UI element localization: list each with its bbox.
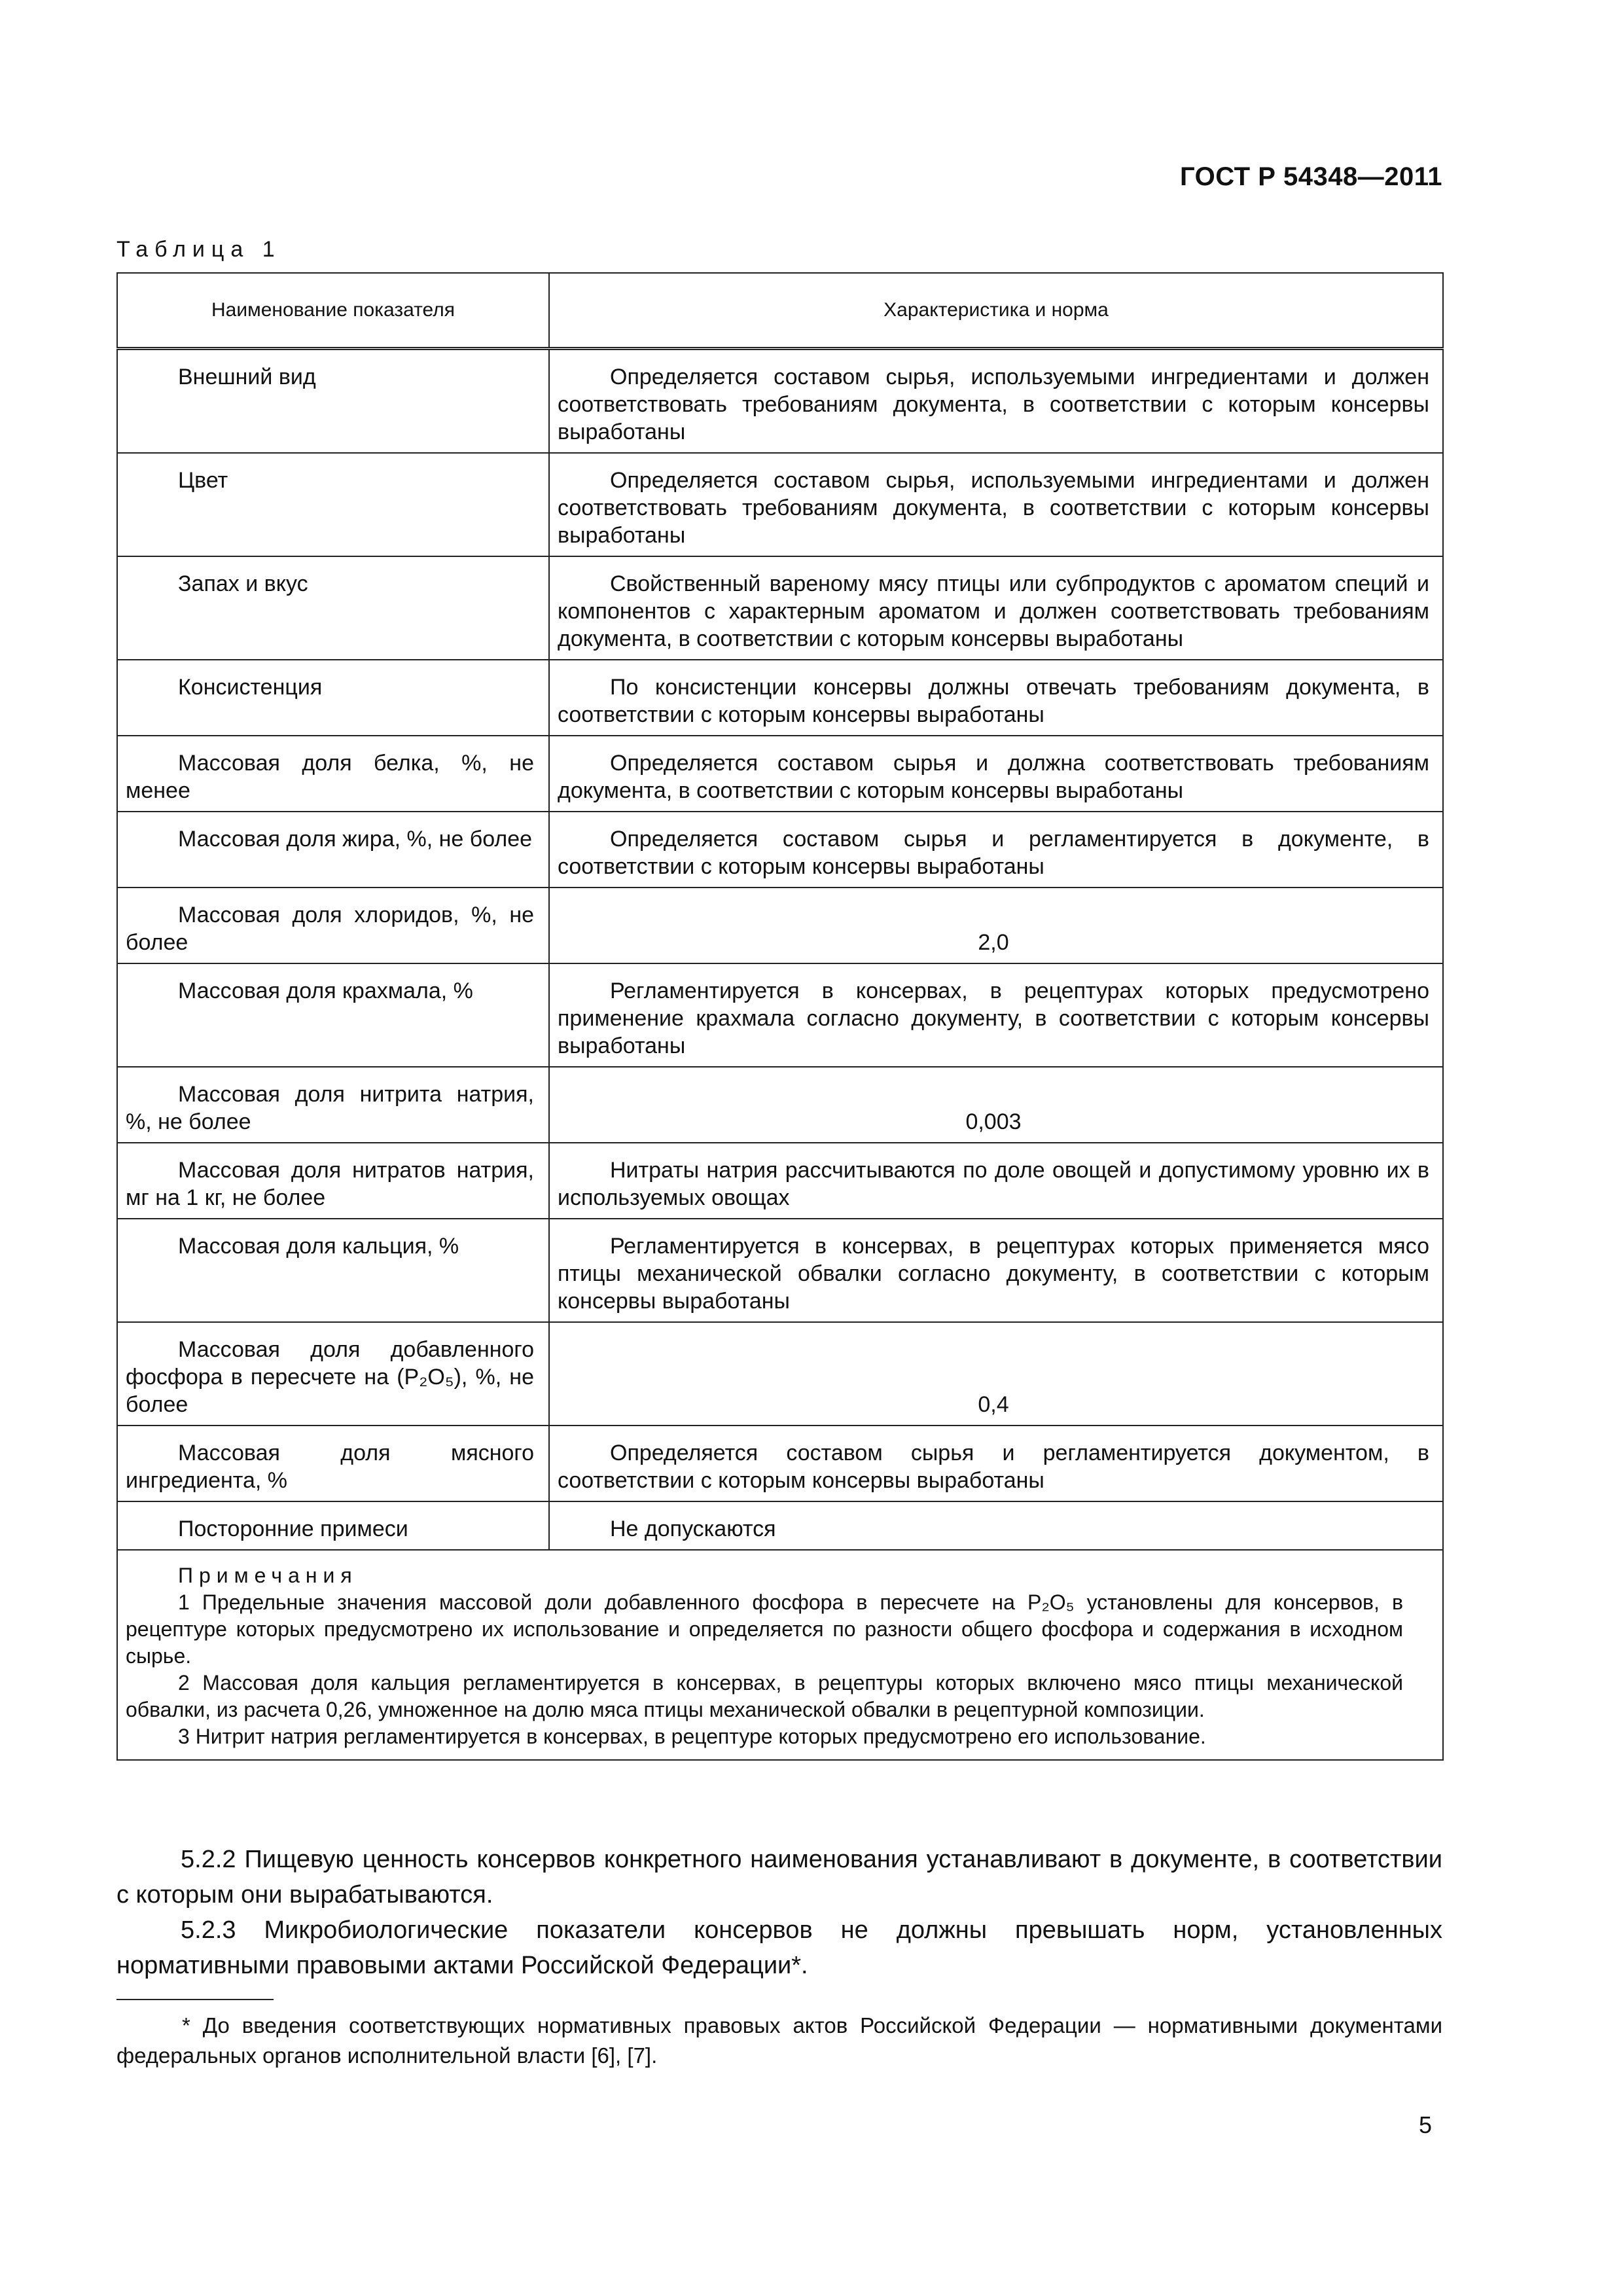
table-row	[117, 963, 1443, 1067]
table-notes	[117, 1550, 1443, 1760]
table-notes-row	[117, 1550, 1443, 1760]
table-row	[117, 1426, 1443, 1501]
indicator-name: Массовая доля жира, %, не более	[117, 812, 549, 888]
table-row	[117, 1501, 1443, 1550]
table-row	[117, 1067, 1443, 1143]
indicator-norm: Определяется составом сырья и регламентируется документом, в соответствии с которым консервы выработаны	[549, 1426, 1443, 1501]
table-row	[117, 1322, 1443, 1426]
document-code: ГОСТ Р 54348—2011	[1180, 162, 1442, 191]
indicator-name: Консистенция	[117, 660, 549, 736]
indicator-name: Массовая доля крахмала, %	[117, 963, 549, 1067]
table-row	[117, 660, 1443, 736]
indicator-name: Посторонние примеси	[117, 1501, 549, 1550]
column-header-norm: Характеристика и норма	[549, 273, 1443, 349]
note-item: 1 Предельные значения массовой доли добавленного фосфора в пересчете на P₂O₅ установлены для консервов, в рецептуре которых предусмотрено их использование и определяется по разности общего фосфора и содержания в исходном сырье.	[126, 1590, 1403, 1668]
column-header-indicator: Наименование показателя	[117, 273, 549, 349]
table-row	[117, 556, 1443, 660]
paragraph-5-2-2: 5.2.2 Пищевую ценность консервов конкретного наименования устанавливают в документе, в соответствии с которым они вырабатываются.	[116, 1846, 1442, 1909]
footnote-divider	[116, 1999, 274, 2000]
paragraph-5-2-3: 5.2.3 Микробиологические показатели консервов не должны превышать норм, установленных нормативными правовыми актами Российской Федерации*.	[116, 1916, 1442, 1979]
specification-table	[116, 272, 1444, 1761]
body-paragraphs	[116, 1842, 1442, 1983]
indicator-name: Запах и вкус	[117, 556, 549, 660]
indicator-norm: Определяется составом сырья, используемыми ингредиентами и должен соответствовать требованиям документа, в соответствии с которым консервы выработаны	[549, 349, 1443, 454]
indicator-norm: 0,003	[549, 1067, 1443, 1143]
indicator-name: Цвет	[117, 453, 549, 556]
indicator-name: Массовая доля нитрита натрия, %, не более	[117, 1067, 549, 1143]
table-row	[117, 1219, 1443, 1322]
note-item: 3 Нитрит натрия регламентируется в консервах, в рецептуре которых предусмотрено его использование.	[178, 1725, 1206, 1748]
page-number: 5	[1418, 2111, 1432, 2138]
indicator-name: Массовая доля кальция, %	[117, 1219, 549, 1322]
table-row	[117, 812, 1443, 888]
indicator-name: Внешний вид	[117, 349, 549, 454]
indicator-norm: Свойственный вареному мясу птицы или субпродуктов с ароматом специй и компонентов с характерным ароматом и должен соответствовать требованиям документа, в соответствии с которым консервы выработаны	[549, 556, 1443, 660]
table-header-row	[117, 273, 1443, 349]
table-row	[117, 1143, 1443, 1219]
table-row	[117, 888, 1443, 963]
indicator-norm: 2,0	[549, 888, 1443, 963]
indicator-norm: Регламентируется в консервах, в рецептурах которых предусмотрено применение крахмала согласно документу, в соответствии с которым консервы выработаны	[549, 963, 1443, 1067]
indicator-norm: Регламентируется в консервах, в рецептурах которых применяется мясо птицы механической обвалки согласно документу, в соответствии с которым консервы выработаны	[549, 1219, 1443, 1322]
indicator-norm: По консистенции консервы должны отвечать требованиям документа, в соответствии с которым консервы выработаны	[549, 660, 1443, 736]
footnote: * До введения соответствующих нормативных правовых актов Российской Федерации — нормативными документами федеральных органов исполнительной власти [6], [7].	[116, 2013, 1442, 2068]
note-item: 2 Массовая доля кальция регламентируется в консервах, в рецептуры которых включено мясо птицы механической обвалки, из расчета 0,26, умноженное на долю мяса птицы механической обвалки в рецептурной композиции.	[126, 1671, 1403, 1721]
indicator-name: Массовая доля мясного ингредиента, %	[117, 1426, 549, 1501]
indicator-name: Массовая доля белка, %, не менее	[117, 736, 549, 812]
indicator-norm: Определяется составом сырья и регламентируется в документе, в соответствии с которым консервы выработаны	[549, 812, 1443, 888]
indicator-norm: Определяется составом сырья, используемыми ингредиентами и должен соответствовать требованиям документа, в соответствии с которым консервы выработаны	[549, 453, 1443, 556]
indicator-norm: Не допускаются	[549, 1501, 1443, 1550]
table-row	[117, 736, 1443, 812]
indicator-norm: Нитраты натрия рассчитываются по доле овощей и допустимому уровню их в используемых овощах	[549, 1143, 1443, 1219]
table-row	[117, 453, 1443, 556]
notes-title: Примечания	[178, 1564, 358, 1587]
indicator-name: Массовая доля добавленного фосфора в пересчете на (P₂O₅), %, не более	[117, 1322, 549, 1426]
table-caption: Таблица 1	[116, 237, 281, 262]
table-row	[117, 349, 1443, 454]
indicator-norm: Определяется составом сырья и должна соответствовать требованиям документа, в соответствии с которым консервы выработаны	[549, 736, 1443, 812]
indicator-name: Массовая доля хлоридов, %, не более	[117, 888, 549, 963]
indicator-norm: 0,4	[549, 1322, 1443, 1426]
indicator-name: Массовая доля нитратов натрия, мг на 1 кг, не более	[117, 1143, 549, 1219]
